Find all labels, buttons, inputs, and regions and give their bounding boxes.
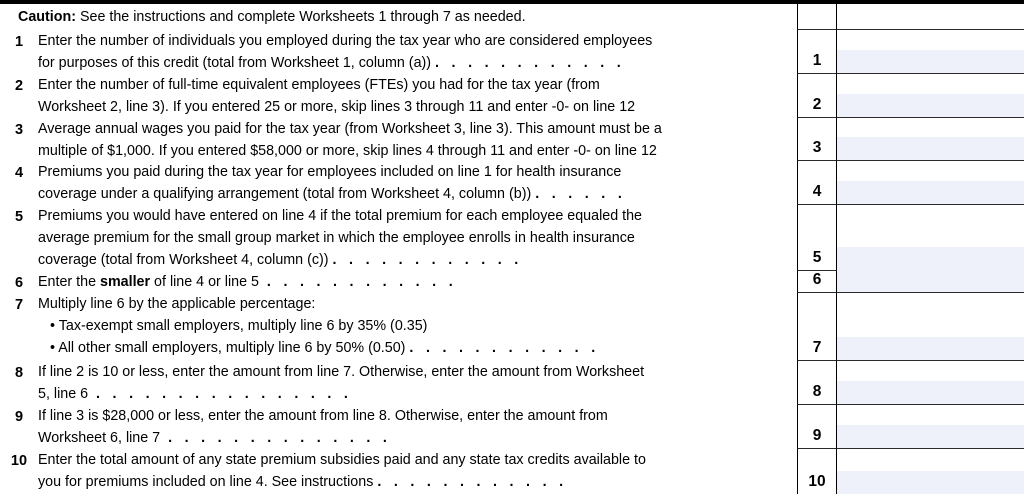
- line-4-leader-dots: . . . . . .: [535, 186, 627, 202]
- form-row-8: [0, 361, 1024, 405]
- line-10-text-a: Enter the total amount of any state premium subsidies paid and any state tax credits available to: [38, 452, 646, 468]
- entry-field-5[interactable]: [837, 205, 1024, 271]
- entry-field-3[interactable]: [837, 118, 1024, 161]
- line-1-number: 1: [14, 34, 24, 50]
- line-7-bullet-1: • Tax-exempt small employers, multiply line 6 by 35% (0.35): [50, 318, 428, 334]
- line-2-text-a: Enter the number of full-time equivalent employees (FTEs) you had for the tax year (from: [38, 77, 600, 93]
- line-10-leader-dots: . . . . . . . . . . . .: [377, 474, 568, 490]
- line-4-text-a: Premiums you paid during the tax year for employees included on line 1 for health insurance: [38, 164, 622, 180]
- caution-row: [0, 4, 1024, 30]
- line-number-box-5: 5: [797, 205, 837, 271]
- line-1-text-cell: [0, 30, 797, 74]
- line-number-box-6: 6: [797, 271, 837, 293]
- line-8-leader-dots: . . . . . . . . . . . . . . . .: [96, 386, 353, 402]
- line-number-box-2: 2: [797, 74, 837, 118]
- line-number-box-1: 1: [797, 30, 837, 74]
- line-2-text-cell: [0, 74, 797, 118]
- line-6-leader-dots: . . . . . . . . . . . .: [266, 274, 457, 290]
- caution-text-cell: [0, 4, 797, 30]
- line-5-text-a: Premiums you would have entered on line 4 if the total premium for each employee equaled the: [38, 208, 642, 224]
- line-7-number: 7: [14, 297, 24, 313]
- line-7-text-a: Multiply line 6 by the applicable percentage:: [38, 296, 316, 312]
- line-9-text-cell: [0, 405, 797, 449]
- form-row-9: [0, 405, 1024, 449]
- line-number-box-10: 10: [797, 449, 837, 494]
- line-3-number: 3: [14, 122, 24, 138]
- line-2-text-b: Worksheet 2, line 3). If you entered 25 or more, skip lines 3 through 11 and enter -0- on line 12: [38, 99, 636, 115]
- line-number-box-3: 3: [797, 118, 837, 161]
- line-7-leader-dots: . . . . . . . . . . . .: [409, 340, 600, 356]
- line-number-box-9: 9: [797, 405, 837, 449]
- line-1-text-a: Enter the number of individuals you employed during the tax year who are considered employees: [38, 33, 653, 49]
- form-row-2: [0, 74, 1024, 118]
- line-9-leader-dots: . . . . . . . . . . . . . .: [168, 430, 392, 446]
- entry-field-2[interactable]: [837, 74, 1024, 118]
- line-number-box-7: 7: [797, 293, 837, 361]
- line-9-text-a: If line 3 is $28,000 or less, enter the amount from line 8. Otherwise, enter the amount from: [38, 408, 608, 424]
- entry-field-7[interactable]: [837, 293, 1024, 361]
- line-10-text-cell: [0, 449, 797, 494]
- line-8-text-b: 5, line 6: [38, 386, 89, 402]
- line-9-text-b: Worksheet 6, line 7: [38, 430, 161, 446]
- line-3-text-b: multiple of $1,000. If you entered $58,000 or more, skip lines 4 through 11 and enter -0- on line 12: [38, 143, 657, 159]
- form-row-10: [0, 449, 1024, 494]
- line-8-text-cell: [0, 361, 797, 405]
- line-number-box-caution: [797, 4, 837, 30]
- line-5-text-b: average premium for the small group market in which the employee enrolls in health insurance: [38, 230, 635, 246]
- caution-body: See the instructions and complete Worksheets 1 through 7 as needed.: [75, 9, 526, 25]
- form-row-4: [0, 161, 1024, 205]
- caution-note: [0, 4, 797, 29]
- line-4-text-b: coverage under a qualifying arrangement (total from Worksheet 4, column (b)): [38, 186, 532, 202]
- line-1-leader-dots: . . . . . . . . . . . .: [435, 55, 626, 71]
- form-row-6: [0, 271, 1024, 293]
- form-row-3: [0, 118, 1024, 161]
- line-number-box-4: 4: [797, 161, 837, 205]
- line-6-number: 6: [14, 275, 24, 291]
- form-row-7: [0, 293, 1024, 361]
- line-3-text-a: Average annual wages you paid for the tax year (from Worksheet 3, line 3). This amount must be a: [38, 121, 662, 137]
- line-6-emphasis: smaller: [100, 274, 151, 290]
- line-6-text-cell: [0, 271, 797, 293]
- line-2-number: 2: [14, 78, 24, 94]
- entry-field-6[interactable]: [837, 271, 1024, 293]
- line-3-text-cell: [0, 118, 797, 161]
- line-8-number: 8: [14, 365, 24, 381]
- line-5-text-cell: [0, 205, 797, 271]
- entry-field-9[interactable]: [837, 405, 1024, 449]
- line-5-text-c: coverage (total from Worksheet 4, column (c)): [38, 252, 329, 268]
- caution-label: Caution:: [18, 9, 76, 25]
- entry-field-caution: [837, 4, 1024, 30]
- entry-field-8[interactable]: [837, 361, 1024, 405]
- line-1-text-b: for purposes of this credit (total from Worksheet 1, column (a)): [38, 55, 432, 71]
- line-4-text-cell: [0, 161, 797, 205]
- line-10-text-b: you for premiums included on line 4. See instructions: [38, 474, 374, 490]
- line-4-number: 4: [14, 165, 24, 181]
- form-row-1: [0, 30, 1024, 74]
- line-number-box-8: 8: [797, 361, 837, 405]
- line-10-number: 10: [10, 453, 28, 469]
- line-6-text-suffix: of line 4 or line 5: [150, 274, 259, 290]
- line-5-leader-dots: . . . . . . . . . . . .: [332, 252, 523, 268]
- entry-field-1[interactable]: [837, 30, 1024, 74]
- line-7-text-cell: [0, 293, 797, 361]
- entry-field-10[interactable]: [837, 449, 1024, 494]
- form-row-5: [0, 205, 1024, 271]
- line-5-number: 5: [14, 209, 24, 225]
- line-8-text-a: If line 2 is 10 or less, enter the amount from line 7. Otherwise, enter the amount from Worksheet: [38, 364, 645, 380]
- line-9-number: 9: [14, 409, 24, 425]
- line-7-bullet-2: • All other small employers, multiply line 6 by 50% (0.50): [50, 340, 406, 356]
- entry-field-4[interactable]: [837, 161, 1024, 205]
- line-6-text-prefix: Enter the: [38, 274, 100, 290]
